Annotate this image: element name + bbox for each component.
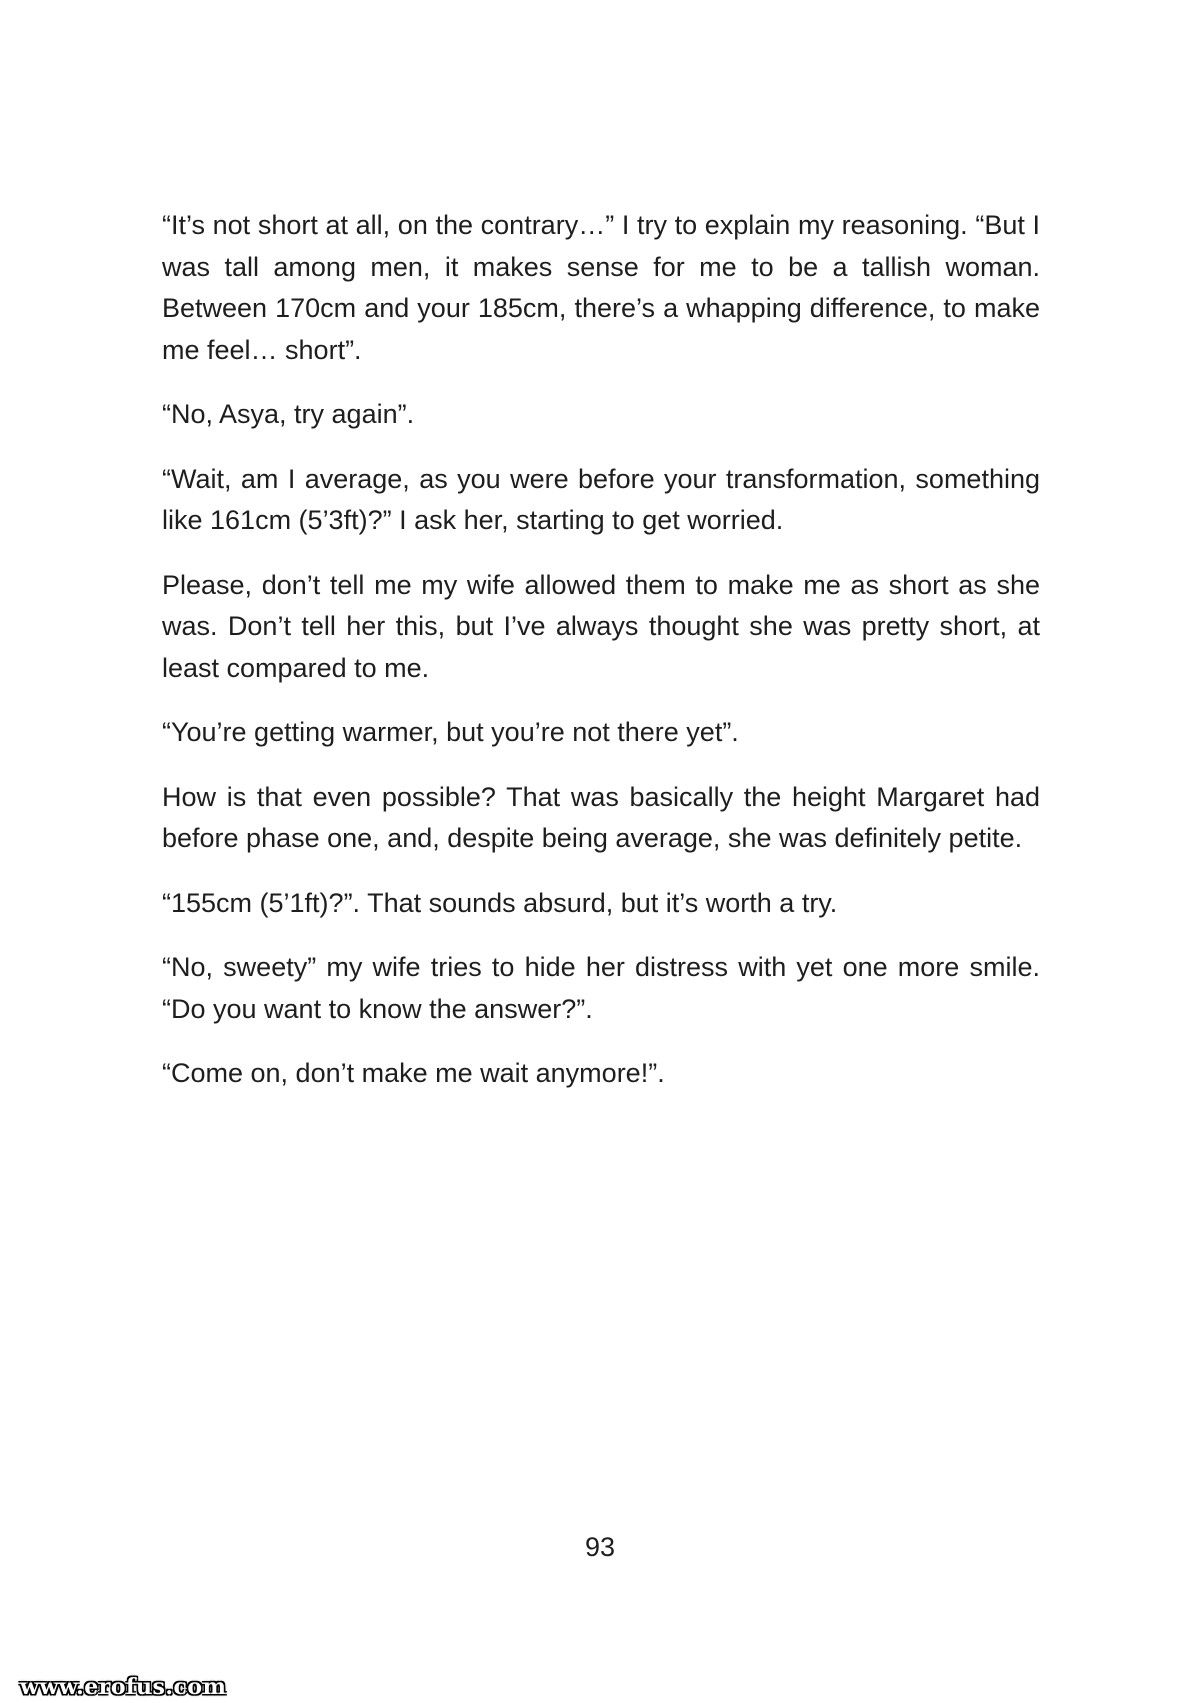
paragraph: “No, sweety” my wife tries to hide her distress with yet one more smile. “Do you want to know the answer?”. — [162, 952, 1040, 1024]
paragraph: “It’s not short at all, on the contrary…” I try to explain my reasoning. “But I was tall among men, it makes sense for me to be a tallish woman. Between 170cm and your 185cm, there’s a whapping difference, to make me feel… short”. — [162, 210, 1040, 365]
paragraph: “Wait, am I average, as you were before your transformation, something like 161cm (5’3ft)?” I ask her, starting to get worried. — [162, 463, 1040, 535]
paragraph: “155cm (5’1ft)?”. That sounds absurd, but it’s worth a try. — [162, 887, 838, 918]
page-number: 93 — [584, 1532, 616, 1562]
paragraph: “You’re getting warmer, but you’re not there yet”. — [162, 717, 739, 747]
paragraph: “Come on, don’t make me wait anymore!”. — [162, 1058, 665, 1088]
paragraph: Please, don’t tell me my wife allowed them to make me as short as she was. Don’t tell her this, but I’ve always thought she was pretty short, at least compared to me. — [162, 569, 1040, 683]
body-text — [162, 205, 1040, 1118]
paragraph: “No, Asya, try again”. — [162, 399, 415, 429]
paragraph: How is that even possible? That was basically the height Margaret had before phase one, and, despite being average, she was definitely petite. — [162, 781, 1040, 853]
watermark-logo: www.erofus.com — [20, 1674, 227, 1700]
